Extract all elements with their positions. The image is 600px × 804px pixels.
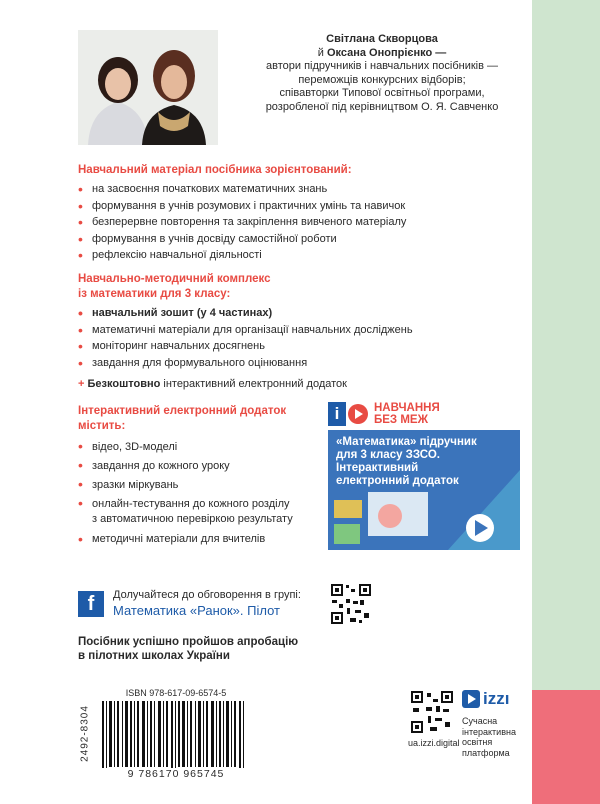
section-oriented-title: Навчальний матеріал посібника зорієнтований: [78,164,352,176]
list-item: • відео, 3D-моделі [78,438,323,457]
list-item: • рефлексію навчальної діяльності [78,247,528,264]
social-invite: Долучайтеся до обговорення в групі: [113,589,301,601]
izzi-url[interactable]: ua.izzi.digital [408,738,460,748]
izzi-logo: izzı [483,689,510,708]
approval-line-1: Посібник успішно пройшов апробацію [78,636,299,648]
play-icon [348,404,368,424]
free-label: Безкоштовно [87,378,161,390]
author-desc-1: автори підручників і навчальних посібників — [266,60,498,72]
izzi-tag-1: Сучасна [462,716,498,726]
list-item: • онлайн-тестування до кожного розділу [78,495,323,512]
author-desc-3: співавторки Типової освітньої програми, [279,87,485,99]
side-code [78,690,92,780]
section-app-title-1: Інтерактивний електронний додаток [78,405,287,417]
section-app [78,404,323,548]
list-item: • навчальний зошит (у 4 частинах) [78,305,528,322]
izzi-play-icon [462,690,480,708]
list-item: • завдання до кожного уроку [78,457,323,476]
approval-line-2: в пілотних школах України [78,650,230,662]
promo-brand-2: БЕЗ МЕЖ [374,414,428,426]
isbn-text: ISBN 978-617-09-6574-5 [125,688,227,698]
promo-title-1: «Математика» підручник [336,436,477,448]
social-block [113,588,333,619]
free-addon-line [78,376,528,392]
side-stripe-green [532,0,600,690]
section-oriented [78,163,528,264]
side-stripe-pink [532,690,600,804]
section-kit [78,272,528,392]
list-item: • безперервне повторення та закріплення вивченого матеріалу [78,214,528,231]
free-rest: інтерактивний електронний додаток [160,378,347,390]
author-and: й [317,46,324,59]
list-item: • завдання для формувального оцінювання [78,355,528,372]
i-logo-icon: i [328,402,346,426]
author-name-2: Оксана Онопрієнко — [326,46,447,59]
list-item: • формування в учнів розумових і практичних умінь та навичок [78,198,528,215]
izzi-tag-3: освітня [462,737,493,747]
promo-title-2: для 3 класу ЗЗСО. [336,449,440,461]
izzi-tag-2: інтерактивна [462,726,516,737]
list-item: • зразки міркувань [78,476,323,495]
promo-title-3: Інтерактивний [336,462,419,474]
barcode-digits: 9 786170 965745 [96,768,256,780]
izzi-qr-code[interactable] [410,690,454,734]
plus-icon: + [78,378,85,390]
author-desc-2: переможців конкурсних відборів; [298,73,466,86]
section-kit-title-2: із математики для 3 класу: [78,288,231,300]
izzi-logo-block [462,690,532,758]
list-item: • методичні матеріали для вчителів [78,531,323,548]
author-desc-4: розробленої під керівництвом О. Я. Савченко [265,100,499,113]
social-group-link[interactable]: Математика «Ранок». Пілот [113,603,280,618]
list-item: • формування в учнів досвіду самостійної роботи [78,231,528,248]
group-qr-code[interactable] [330,583,372,625]
facebook-icon[interactable]: f [78,591,104,617]
promo-brand-1: НАВЧАННЯ [374,402,440,414]
promo-header [328,398,520,430]
promo-banner [328,398,520,550]
authors-photo [78,30,218,145]
author-name-1: Світлана Скворцова [326,33,438,45]
section-kit-title-1: Навчально-методичний комплекс [78,273,271,285]
isbn-block [96,688,256,778]
barcode-icon [96,701,256,773]
side-code-text: 2492-8304 [79,705,91,762]
authors-info [232,33,532,114]
list-item: • моніторинг навчальних досягнень [78,338,528,355]
section-app-title-2: містить: [78,420,126,432]
promo-image [328,430,520,550]
izzi-tag-4: платформа [462,747,510,758]
list-item: • математичні матеріали для організації навчальних досліджень [78,322,528,339]
approval-note [78,635,378,663]
promo-title-4: електронний додаток [336,475,459,487]
list-item: • на засвоєння початкових математичних знань [78,181,528,198]
list-item-continued: з автоматичною перевіркою результату [92,513,293,525]
